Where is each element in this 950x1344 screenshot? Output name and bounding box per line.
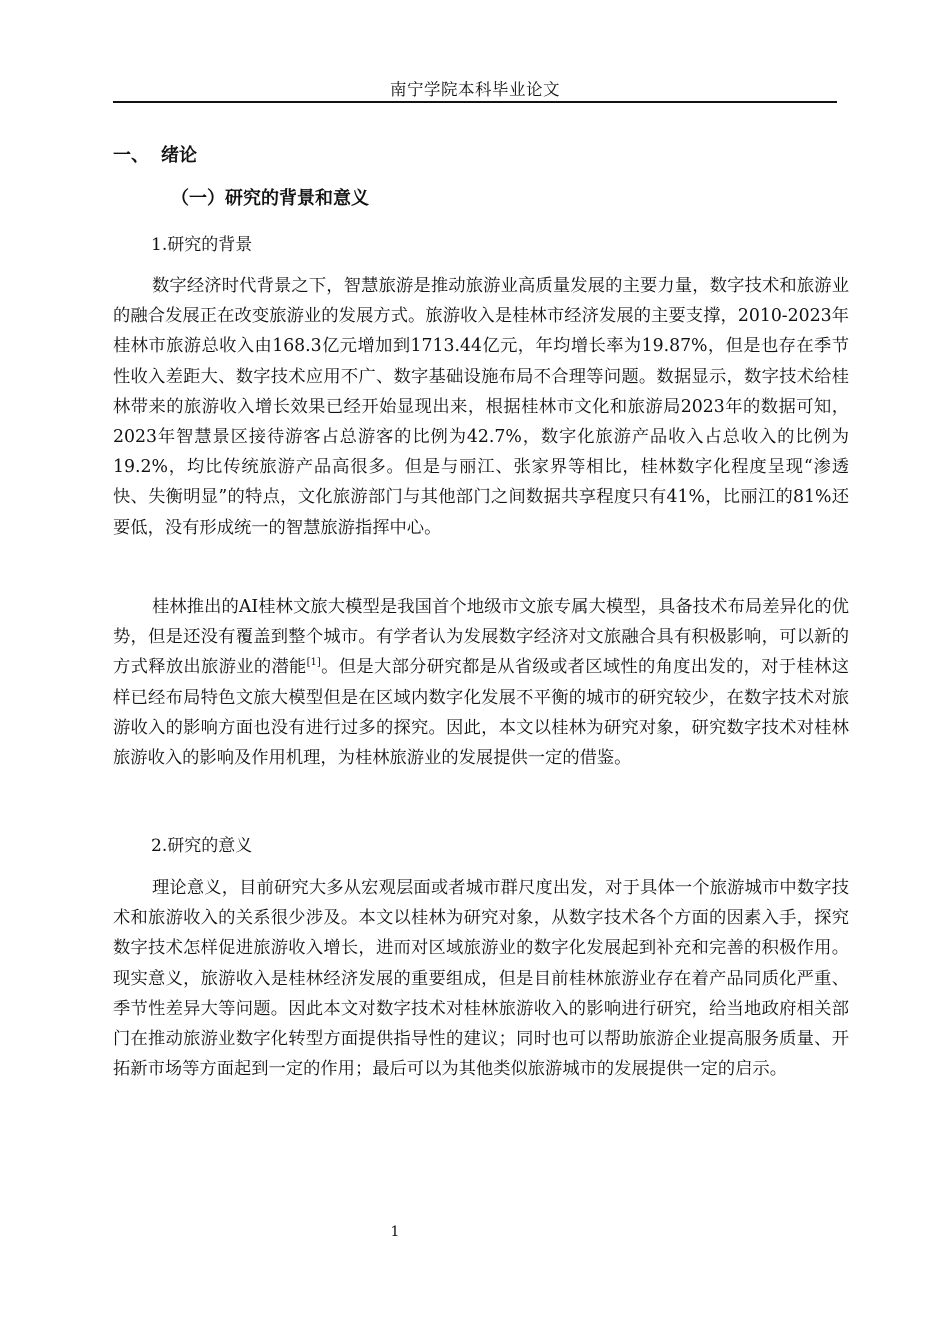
page-number: 1 xyxy=(390,1224,400,1240)
running-header: 南宁学院本科毕业论文 xyxy=(390,80,560,99)
heading-background: 1.研究的背景 xyxy=(151,235,253,255)
subsection-heading: （一）研究的背景和意义 xyxy=(171,188,369,209)
paragraph-text: 桂林推出的AI桂林文旅大模型是我国首个地级市文旅专属大模型，具备技术布局差异化的优势，但是还没有覆盖到整个城市。有学者认为发展数字经济对文旅融合具有积极影响，可以新的方式释放出旅游业的潜能 xyxy=(113,597,849,678)
citation-ref[interactable]: [1] xyxy=(306,657,321,669)
heading-significance: 2.研究的意义 xyxy=(151,836,253,856)
paragraph-background-1: 数字经济时代背景之下，智慧旅游是推动旅游业高质量发展的主要力量，数字技术和旅游业的融合发展正在改变旅游业的发展方式。旅游收入是桂林市经济发展的主要支撑，2010-2023年桂林市旅游总收入由168.3亿元增加到1713.44亿元，年均增长率为19.87%，但是也存在季节性收入差距大、数字技术应用不广、数字基础设施布局不合理等问题。数据显示，数字技术给桂林带来的旅游收入增长效果已经开始显现出来，根据桂林市文化和旅游局2023年的数据可知，2023年智慧景区接待游客占总游客的比例为42.7%，数字化旅游产品收入占总收入的比例为19.2%，均比传统旅游产品高很多。但是与丽江、张家界等相比，桂林数字化程度呈现“渗透快、失衡明显”的特点，文化旅游部门与其他部门之间数据共享程度只有41%，比丽江的81%还要低，没有形成统一的智慧旅游指挥中心。 xyxy=(113,276,849,538)
section-title: 绪论 xyxy=(161,145,197,166)
paragraph-text: 。但是大部分研究都是从省级或者区域性的角度出发的，对于桂林这样已经布局特色文旅大模型但是在区域内数字化发展不平衡的城市的研究较少，在数字技术对旅游收入的影响方面也没有进行过多的探究。因此，本文以桂林为研究对象，研究数字技术对桂林旅游收入的影响及作用机理，为桂林旅游业的发展提供一定的借鉴。 xyxy=(113,657,849,769)
section-heading xyxy=(113,141,197,167)
section-number: 一、 xyxy=(113,145,149,166)
paragraph-background-2 xyxy=(113,592,849,773)
header-rule xyxy=(113,101,837,103)
paragraph-significance: 理论意义，目前研究大多从宏观层面或者城市群尺度出发，对于具体一个旅游城市中数字技术和旅游收入的关系很少涉及。本文以桂林为研究对象，从数字技术各个方面的因素入手，探究数字技术怎样促进旅游收入增长，进而对区域旅游业的数字化发展起到补充和完善的积极作用。现实意义，旅游收入是桂林经济发展的重要组成，但是目前桂林旅游业存在着产品同质化严重、季节性差异大等问题。因此本文对数字技术对桂林旅游收入的影响进行研究，给当地政府相关部门在推动旅游业数字化转型方面提供指导性的建议；同时也可以帮助旅游企业提高服务质量、开拓新市场等方面起到一定的作用；最后可以为其他类似旅游城市的发展提供一定的启示。 xyxy=(113,878,849,1080)
